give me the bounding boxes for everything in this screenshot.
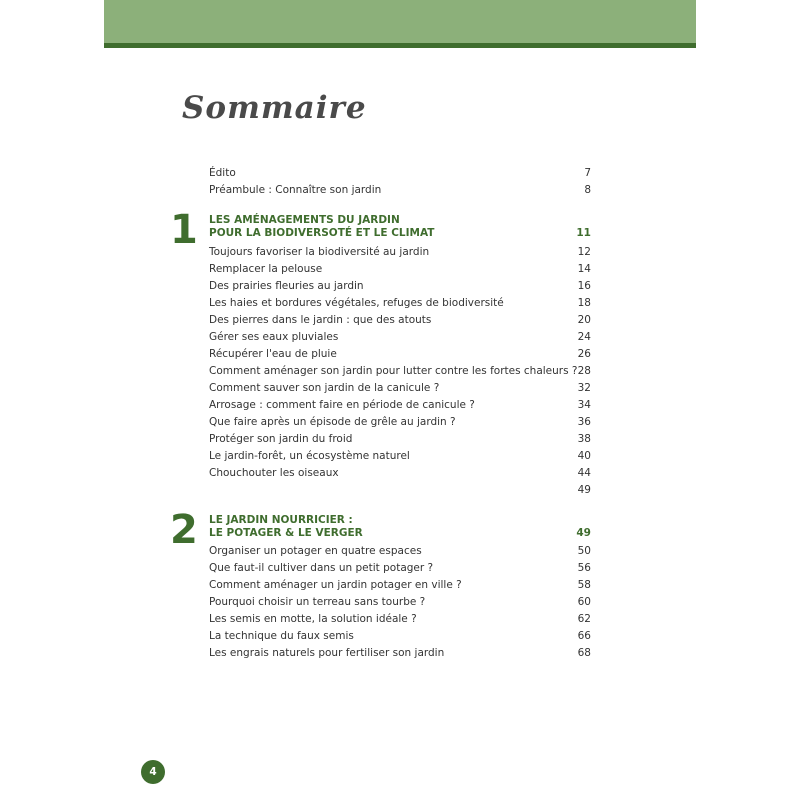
toc-entry-page: 28 — [577, 365, 591, 377]
toc-entry-label: Toujours favoriser la biodiversité au jardin — [209, 246, 430, 258]
toc-entry-page: 50 — [577, 545, 591, 557]
toc-entry[interactable] — [209, 261, 591, 277]
toc-entry-page: 7 — [584, 167, 591, 179]
section-heading-line: LE JARDIN NOURRICIER : — [209, 514, 353, 526]
toc-entry-page: 12 — [577, 246, 591, 258]
toc-entry-label: Comment sauver son jardin de la canicule ? — [209, 382, 440, 394]
section-heading-page: 11 — [576, 227, 591, 239]
section-number: 2 — [170, 507, 198, 553]
header-rule — [104, 43, 696, 48]
section-heading[interactable] — [209, 514, 591, 540]
toc-entry-page: 40 — [577, 450, 591, 462]
toc-entry-label: Les semis en motte, la solution idéale ? — [209, 613, 417, 625]
toc-entry[interactable] — [209, 312, 591, 328]
section-number: 1 — [170, 207, 198, 253]
toc-entry[interactable] — [209, 482, 591, 498]
toc-entry[interactable] — [209, 645, 591, 661]
toc-entry-label: Les haies et bordures végétales, refuges de biodiversité — [209, 297, 504, 309]
toc-entry[interactable] — [209, 346, 591, 362]
toc-entry-label: Que faut-il cultiver dans un petit potager ? — [209, 562, 434, 574]
toc-entry[interactable] — [209, 577, 591, 593]
toc-entry-page: 20 — [577, 314, 591, 326]
section-heading-page: 49 — [576, 527, 591, 539]
toc-entry-label: Comment aménager son jardin pour lutter contre les fortes chaleurs ? — [209, 365, 578, 377]
toc-entry-label: Le jardin-forêt, un écosystème naturel — [209, 450, 410, 462]
toc-entry-page: 18 — [577, 297, 591, 309]
header-band — [104, 0, 696, 43]
toc-entry-label: La technique du faux semis — [209, 630, 354, 642]
toc-entry-label: Chouchouter les oiseaux — [209, 467, 339, 479]
toc-entry[interactable] — [209, 295, 591, 311]
toc-entry[interactable] — [209, 448, 591, 464]
toc-entry-page: 62 — [577, 613, 591, 625]
toc-entry-label: Arrosage : comment faire en période de canicule ? — [209, 399, 475, 411]
toc-entry[interactable] — [209, 244, 591, 260]
toc-entry-page: 44 — [577, 467, 591, 479]
toc-entry[interactable] — [209, 165, 591, 181]
toc-entry-page: 32 — [577, 382, 591, 394]
toc-entry-label: Préambule : Connaître son jardin — [209, 184, 382, 196]
toc-entry-label: Gérer ses eaux pluviales — [209, 331, 339, 343]
page-number-badge: 4 — [141, 760, 165, 784]
toc-entry-label: Protéger son jardin du froid — [209, 433, 353, 445]
toc-entry-label: Pourquoi choisir un terreau sans tourbe ? — [209, 596, 426, 608]
toc-entry[interactable] — [209, 397, 591, 413]
toc-entry-page: 16 — [577, 280, 591, 292]
toc-entry-page: 56 — [577, 562, 591, 574]
toc-entry-page: 66 — [577, 630, 591, 642]
section-heading-line: POUR LA BIODIVERSOTÉ ET LE CLIMAT — [209, 227, 435, 239]
toc-entry[interactable] — [209, 543, 591, 559]
toc-entry-label: Des prairies fleuries au jardin — [209, 280, 364, 292]
toc-entry[interactable] — [209, 611, 591, 627]
toc-entry[interactable] — [209, 465, 591, 481]
toc-entry-label: Des pierres dans le jardin : que des atouts — [209, 314, 432, 326]
toc-entry-label: Édito — [209, 167, 236, 179]
toc-entry-page: 68 — [577, 647, 591, 659]
toc-entry-page: 14 — [577, 263, 591, 275]
toc-entry-page: 24 — [577, 331, 591, 343]
section-heading[interactable] — [209, 214, 591, 240]
toc-entry[interactable] — [209, 380, 591, 396]
toc-entry[interactable] — [209, 329, 591, 345]
toc-entry-label: Récupérer l'eau de pluie — [209, 348, 337, 360]
toc-entry-page: 26 — [577, 348, 591, 360]
page-title: Sommaire — [182, 90, 367, 126]
toc-entry-label: Comment aménager un jardin potager en ville ? — [209, 579, 462, 591]
section-heading-line: LE POTAGER & LE VERGER — [209, 527, 363, 539]
toc-entry[interactable] — [209, 414, 591, 430]
toc-entry[interactable] — [209, 182, 591, 198]
toc-entry-page: 49 — [577, 484, 591, 496]
toc-entry-page: 8 — [584, 184, 591, 196]
toc-entry-page: 38 — [577, 433, 591, 445]
toc-entry[interactable] — [209, 594, 591, 610]
toc-entry[interactable] — [209, 560, 591, 576]
section-heading-line: LES AMÉNAGEMENTS DU JARDIN — [209, 214, 400, 226]
toc-entry-label: Que faire après un épisode de grêle au jardin ? — [209, 416, 456, 428]
toc-entry-label: Remplacer la pelouse — [209, 263, 323, 275]
toc-entry-label: Les engrais naturels pour fertiliser son jardin — [209, 647, 445, 659]
toc-entry[interactable] — [209, 278, 591, 294]
toc-entry-page: 58 — [577, 579, 591, 591]
toc-entry-page: 34 — [577, 399, 591, 411]
toc-entry-page: 36 — [577, 416, 591, 428]
toc-entry-page: 60 — [577, 596, 591, 608]
toc-entry[interactable] — [209, 628, 591, 644]
toc-entry[interactable] — [209, 363, 591, 379]
toc-entry[interactable] — [209, 431, 591, 447]
toc-entry-label: Organiser un potager en quatre espaces — [209, 545, 422, 557]
